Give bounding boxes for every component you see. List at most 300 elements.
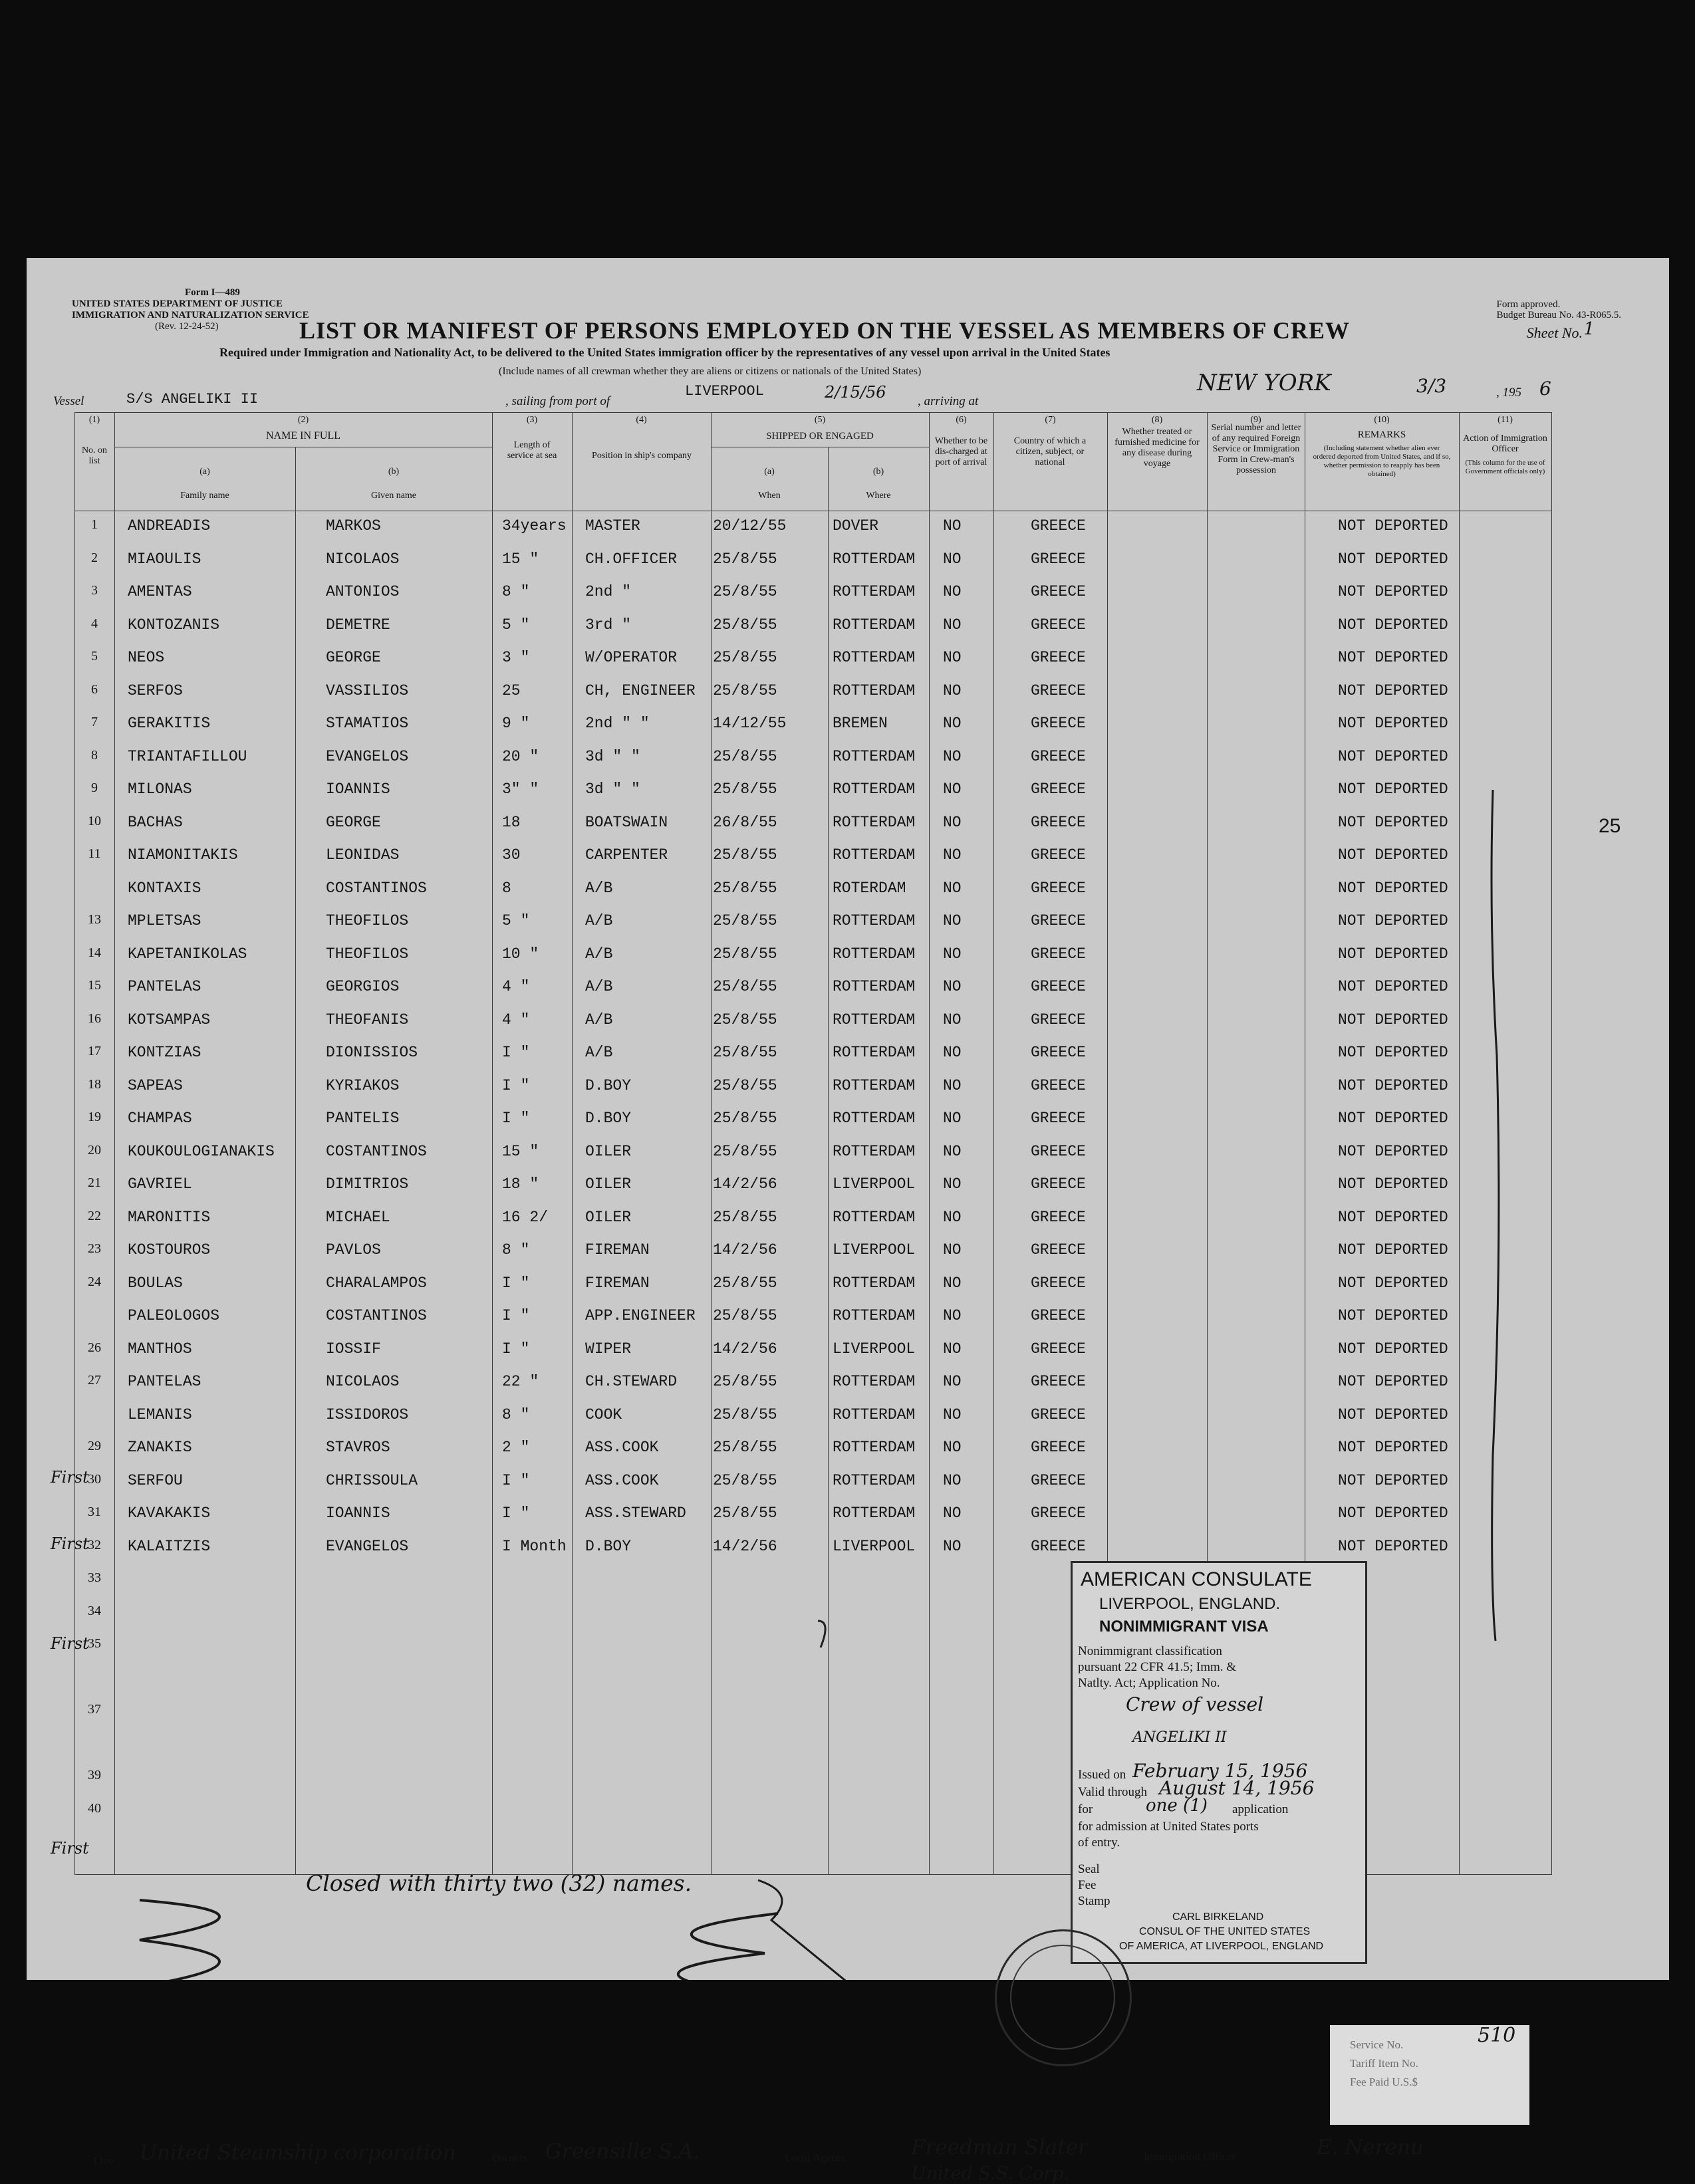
shipped-when: 25/8/55 [713,1274,777,1292]
family-name: MARONITIS [128,1208,211,1226]
length-of-service: 8 " [502,583,530,600]
shipped-where: ROTTERDAM [833,1405,916,1423]
officer-label: Immigration Officer [1144,2150,1236,2163]
margin-number: 25 [1599,815,1621,837]
stamp-admission: for admission at United States ports [1078,1820,1259,1834]
family-name: CHAMPAS [128,1110,192,1127]
length-of-service: 4 " [502,978,530,995]
country: GREECE [1031,1175,1086,1193]
discharged: NO [943,781,962,798]
row-number: 4 [91,616,98,631]
family-name: SERFOS [128,681,183,699]
shipped-when: 25/8/55 [713,681,777,699]
country: GREECE [1031,1471,1086,1489]
remarks: NOT DEPORTED [1338,1307,1448,1324]
shipped-where: ROTTERDAM [833,583,916,600]
remarks: NOT DEPORTED [1338,1340,1448,1358]
first-mark: First [51,1468,89,1487]
stamp-seal: Seal [1078,1862,1100,1876]
shipped-where: ROTTERDAM [833,912,916,929]
stamp-vessel: ANGELIKI II [1132,1729,1227,1746]
length-of-service: 15 " [502,1142,539,1160]
shipped-where: ROTTERDAM [833,1011,916,1029]
length-of-service: 9 " [502,715,530,732]
discharged: NO [943,1274,962,1292]
stamp-visa: NONIMMIGRANT VISA [1099,1618,1269,1636]
length-of-service: 3" " [502,781,539,798]
sailing-port: LIVERPOOL [685,383,764,400]
shipped-where: LIVERPOOL [833,1241,916,1259]
discharged: NO [943,616,962,634]
shipped-where: ROTTERDAM [833,1142,916,1160]
remarks: NOT DEPORTED [1338,1471,1448,1489]
service: IMMIGRATION AND NATURALIZATION SERVICE [72,310,309,320]
form-revision: (Rev. 12-24-52) [155,321,219,332]
col-country: Country of which a citizen, subject, or national [1013,436,1087,467]
country: GREECE [1031,649,1086,666]
given-name: KYRIAKOS [326,1076,400,1094]
discharged: NO [943,1537,962,1555]
row-number: 20 [88,1142,101,1157]
family-name: KOTSAMPAS [128,1011,211,1029]
remarks: NOT DEPORTED [1338,1110,1448,1127]
col-remarks: REMARKS [1357,429,1406,440]
shipped-where: LIVERPOOL [833,1340,916,1358]
family-name: MANTHOS [128,1340,192,1358]
shipped-where: ROTTERDAM [833,1110,916,1127]
length-of-service: I " [502,1340,530,1358]
discharged: NO [943,1175,962,1193]
position: A/B [585,879,613,897]
remarks: NOT DEPORTED [1338,747,1448,765]
shipped-when: 14/12/55 [713,715,787,732]
remarks: NOT DEPORTED [1338,1439,1448,1456]
col-where: Where [866,491,891,501]
row-number: 1 [91,517,98,532]
country: GREECE [1031,747,1086,765]
country: GREECE [1031,1537,1086,1555]
row-number: 35 [88,1636,101,1651]
tick-mark [818,1621,825,1647]
family-name: KONTZIAS [128,1044,201,1061]
family-name: BACHAS [128,813,183,831]
col-when-sub: (a) [764,467,775,477]
shipped-where: ROTTERDAM [833,1373,916,1390]
shipped-where: ROTTERDAM [833,1274,916,1292]
position: CARPENTER [585,846,668,864]
shipped-when: 20/12/55 [713,517,787,535]
remarks: NOT DEPORTED [1338,978,1448,995]
shipped-where: ROTTERDAM [833,747,916,765]
shipped-where: ROTTERDAM [833,1076,916,1094]
country: GREECE [1031,1208,1086,1226]
shipped-where: LIVERPOOL [833,1537,916,1555]
shipped-when: 25/8/55 [713,550,777,568]
given-name: IOANNIS [326,1505,390,1522]
position: CH.OFFICER [585,550,678,568]
col-where-sub: (b) [872,467,884,477]
position: A/B [585,912,613,929]
length-of-service: 18 [502,813,521,831]
document-subtitle: Required under Immigration and Nationality Act, to be delivered to the United States immigration officer by the representatives of any vessel upon arrival in the United States [219,346,1110,359]
position: ASS.STEWARD [585,1505,686,1522]
country: GREECE [1031,1011,1086,1029]
row-number: 11 [88,846,101,861]
shipped-when: 25/8/55 [713,879,777,897]
row-number: 33 [88,1570,101,1585]
discharged: NO [943,1076,962,1094]
country: GREECE [1031,846,1086,864]
remarks: NOT DEPORTED [1338,583,1448,600]
family-name: KONTOZANIS [128,616,220,634]
shipped-where: ROTTERDAM [833,978,916,995]
discharged: NO [943,583,962,600]
shipped-where: ROTTERDAM [833,681,916,699]
shipped-when: 25/8/55 [713,1208,777,1226]
length-of-service: 30 [502,846,521,864]
row-number: 37 [88,1702,101,1717]
remarks: NOT DEPORTED [1338,1373,1448,1390]
row-number: 2 [91,550,98,565]
country: GREECE [1031,583,1086,600]
length-of-service: I " [502,1274,530,1292]
discharged: NO [943,945,962,963]
discharged: NO [943,912,962,929]
row-number: 15 [88,978,101,993]
position: A/B [585,1011,613,1029]
position: OILER [585,1208,632,1226]
remarks: NOT DEPORTED [1338,1208,1448,1226]
country: GREECE [1031,715,1086,732]
shipped-when: 25/8/55 [713,1044,777,1061]
shipped-when: 26/8/55 [713,813,777,831]
given-name: STAMATIOS [326,715,409,732]
remarks: NOT DEPORTED [1338,1505,1448,1522]
discharged: NO [943,649,962,666]
position: 2nd " [585,583,632,600]
shipped-when: 25/8/55 [713,1011,777,1029]
stamp-fee: Fee [1078,1878,1097,1892]
shipped-when: 25/8/55 [713,1110,777,1127]
remarks: NOT DEPORTED [1338,813,1448,831]
row-number: 3 [91,583,98,598]
given-name: THEOFILOS [326,912,409,929]
col-given: Given name [370,491,417,501]
given-name: GEORGIOS [326,978,400,995]
remarks: NOT DEPORTED [1338,945,1448,963]
remarks: NOT DEPORTED [1338,912,1448,929]
discharged: NO [943,550,962,568]
remarks: NOT DEPORTED [1338,616,1448,634]
discharged: NO [943,879,962,897]
country: GREECE [1031,1373,1086,1390]
agents-label: Local Agents [785,2151,845,2164]
length-of-service: I " [502,1044,530,1061]
family-name: PANTELAS [128,1373,201,1390]
family-name: GERAKITIS [128,715,211,732]
length-of-service: I " [502,1471,530,1489]
shipped-where: DOVER [833,517,879,535]
shipped-where: BREMEN [833,715,888,732]
family-name: NIAMONITAKIS [128,846,238,864]
position: 3rd " [585,616,632,634]
family-name: SAPEAS [128,1076,183,1094]
country: GREECE [1031,1439,1086,1456]
row-number: 21 [88,1175,101,1190]
stamp-officer-name: CARL BIRKELAND [1172,1911,1264,1923]
shipped-when: 25/8/55 [713,1505,777,1522]
position: COOK [585,1405,622,1423]
col-num-7: (7) [1045,415,1056,425]
length-of-service: 10 " [502,945,539,963]
sheet-number-value: 1 [1583,319,1595,339]
given-name: IOSSIF [326,1340,381,1358]
budget-bureau: Budget Bureau No. 43-R065.5. [1496,310,1621,320]
position: BOATSWAIN [585,813,668,831]
manifest-sheet [27,258,1669,2184]
remarks: NOT DEPORTED [1338,1044,1448,1061]
row-number: 13 [88,912,101,927]
position: D.BOY [585,1110,632,1127]
shipped-when: 25/8/55 [713,1142,777,1160]
sheet-number-label: Sheet No. [1526,324,1583,341]
row-number: 32 [88,1537,101,1552]
family-name: ZANAKIS [128,1439,192,1456]
length-of-service: I Month [502,1537,567,1555]
remarks: NOT DEPORTED [1338,550,1448,568]
sailing-date: 2/15/56 [825,383,886,402]
row-number: 17 [88,1044,101,1058]
family-name: SERFOU [128,1471,183,1489]
shipped-where: ROTTERDAM [833,781,916,798]
position: FIREMAN [585,1274,650,1292]
remarks: NOT DEPORTED [1338,715,1448,732]
position: A/B [585,978,613,995]
remarks: NOT DEPORTED [1338,1241,1448,1259]
col-num-10: (10) [1374,415,1390,425]
given-name: NICOLAOS [326,550,400,568]
col-num-1: (1) [88,415,100,425]
row-number: 26 [88,1340,101,1355]
vessel-name: S/S ANGELIKI II [126,391,259,408]
row-number: 5 [91,649,98,664]
shipped-where: ROTTERDAM [833,616,916,634]
family-name: LEMANIS [128,1405,192,1423]
remarks: NOT DEPORTED [1338,1405,1448,1423]
country: GREECE [1031,1307,1086,1324]
position: WIPER [585,1340,632,1358]
discharged: NO [943,1241,962,1259]
col-shipped: SHIPPED OR ENGAGED [766,431,874,441]
discharged: NO [943,1307,962,1324]
remarks: NOT DEPORTED [1338,1175,1448,1193]
length-of-service: 5 " [502,616,530,634]
col-family: Family name [180,491,229,501]
discharged: NO [943,978,962,995]
position: W/OPERATOR [585,649,678,666]
shipped-where: ROTTERDAM [833,1505,916,1522]
given-name: COSTANTINOS [326,1307,427,1324]
given-name: IOANNIS [326,781,390,798]
given-name: NICOLAOS [326,1373,400,1390]
shipped-where: ROTTERDAM [833,649,916,666]
stamp-issued-label: Issued on [1078,1768,1126,1782]
given-name: PANTELIS [326,1110,400,1127]
family-name: PANTELAS [128,978,201,995]
stamp-natlty: Natlty. Act; Application No. [1078,1676,1220,1690]
position: CH.STEWARD [585,1373,678,1390]
discharged: NO [943,681,962,699]
remarks: NOT DEPORTED [1338,781,1448,798]
given-name: THEOFANIS [326,1011,409,1029]
country: GREECE [1031,1405,1086,1423]
given-name: CHARALAMPOS [326,1274,427,1292]
remarks: NOT DEPORTED [1338,1011,1448,1029]
length-of-service: 18 " [502,1175,539,1193]
stamp-crew: Crew of vessel [1126,1693,1264,1715]
given-name: PAVLOS [326,1241,381,1259]
length-of-service: I " [502,1076,530,1094]
given-name: MICHAEL [326,1208,390,1226]
shipped-when: 25/8/55 [713,945,777,963]
country: GREECE [1031,1505,1086,1522]
country: GREECE [1031,879,1086,897]
position: D.BOY [585,1076,632,1094]
remarks: NOT DEPORTED [1338,517,1448,535]
col-action-note: (This column for the use of Government officials only) [1465,459,1545,475]
shipped-when: 14/2/56 [713,1340,777,1358]
length-of-service: 34years [502,517,567,535]
col-family-sub: (a) [199,467,210,477]
given-name: DEMETRE [326,616,390,634]
discharged: NO [943,1340,962,1358]
position: A/B [585,1044,613,1061]
row-number: 29 [88,1439,101,1453]
col-num-2: (2) [297,415,309,425]
stamp-stamp: Stamp [1078,1894,1110,1908]
country: GREECE [1031,1241,1086,1259]
remarks: NOT DEPORTED [1338,846,1448,864]
row-number: 10 [88,813,101,828]
given-name: DIMITRIOS [326,1175,409,1193]
shipped-when: 25/8/55 [713,747,777,765]
col-name-in-full: NAME IN FULL [266,430,340,441]
discharged: NO [943,1439,962,1456]
stamp-title: AMERICAN CONSULATE [1081,1568,1312,1590]
country: GREECE [1031,1044,1086,1061]
position: ASS.COOK [585,1439,659,1456]
service-no-label: Service No. [1350,2038,1404,2051]
given-name: LEONIDAS [326,846,400,864]
remarks: NOT DEPORTED [1338,1537,1448,1555]
given-name: DIONISSIOS [326,1044,418,1061]
row-number: 14 [88,945,101,960]
col-position: Position in ship's company [592,451,692,461]
position: 2nd " " [585,715,650,732]
length-of-service: 8 " [502,1405,530,1423]
line-value: United Steamship corporation [140,2141,456,2165]
agents-value: Freedman Slater [911,2135,1088,2159]
position: APP.ENGINEER [585,1307,696,1324]
fee-paid-label: Fee Paid U.S.$ [1350,2076,1418,2088]
stamp-officer-title: CONSUL OF THE UNITED STATES [1139,1926,1311,1937]
shipped-where: ROTTERDAM [833,813,916,831]
remarks: NOT DEPORTED [1338,681,1448,699]
family-name: KONTAXIS [128,879,201,897]
discharged: NO [943,813,962,831]
shipped-when: 25/8/55 [713,846,777,864]
row-number: 34 [88,1603,101,1618]
col-given-sub: (b) [388,467,400,477]
position: A/B [585,945,613,963]
col-num-11: (11) [1498,415,1513,425]
col-treated: Whether treated or furnished medicine for any disease during voyage [1114,427,1200,469]
given-name: ISSIDOROS [326,1405,409,1423]
consulate-seal [995,1929,1132,2066]
document-title: LIST OR MANIFEST OF PERSONS EMPLOYED ON THE VESSEL AS MEMBERS OF CREW [299,317,1350,344]
margin-line [1492,790,1499,1641]
row-number: 22 [88,1208,101,1223]
shipped-where: ROTTERDAM [833,945,916,963]
stamp-for-value: one (1) [1146,1796,1208,1816]
length-of-service: 20 " [502,747,539,765]
discharged: NO [943,1044,962,1061]
row-number: 9 [91,781,98,795]
stamp-issued: February 15, 1956 [1132,1760,1308,1782]
stamp-for-label: for [1078,1802,1093,1816]
length-of-service: 8 " [502,1241,530,1259]
family-name: KALAITZIS [128,1537,211,1555]
remarks: NOT DEPORTED [1338,1274,1448,1292]
col-remarks-note: (Including statement whether alien ever ordered deported from United States, and if so, whether permission to reapply has been obtained) [1313,444,1451,478]
country: GREECE [1031,1110,1086,1127]
shipped-when: 25/8/55 [713,1405,777,1423]
shipped-where: ROTTERDAM [833,1439,916,1456]
family-name: KOSTOUROS [128,1241,211,1259]
position: ASS.COOK [585,1471,659,1489]
discharged: NO [943,1373,962,1390]
length-of-service: 3 " [502,649,530,666]
discharged: NO [943,1471,962,1489]
country: GREECE [1031,1076,1086,1094]
stamp-valid: August 14, 1956 [1159,1777,1315,1799]
length-of-service: 16 2/ [502,1208,549,1226]
family-name: MILONAS [128,781,192,798]
scribble-middle [652,1913,778,1980]
discharged: NO [943,715,962,732]
given-name: GEORGE [326,649,381,666]
owners-value: Greensille S.A. [545,2139,700,2163]
row-number: 23 [88,1241,101,1256]
arrival-port: NEW YORK [1197,370,1331,396]
consulate-stamp [1071,1561,1367,1964]
stamp-entry: of entry. [1078,1836,1120,1850]
form-id: Form I—489 [185,287,240,298]
stamp-cfr: pursuant 22 CFR 41.5; Imm. & [1078,1660,1237,1674]
remarks: NOT DEPORTED [1338,879,1448,897]
length-of-service: 25 [502,681,521,699]
department: UNITED STATES DEPARTMENT OF JUSTICE [72,299,283,309]
country: GREECE [1031,517,1086,535]
handwritten-strokes [27,258,1669,1980]
shipped-when: 25/8/55 [713,583,777,600]
given-name: STAVROS [326,1439,390,1456]
shipped-where: ROTTERDAM [833,1471,916,1489]
row-number: 31 [88,1505,101,1519]
family-name: KOUKOULOGIANAKIS [128,1142,275,1160]
col-num-6: (6) [956,415,967,425]
family-name: ANDREADIS [128,517,211,535]
